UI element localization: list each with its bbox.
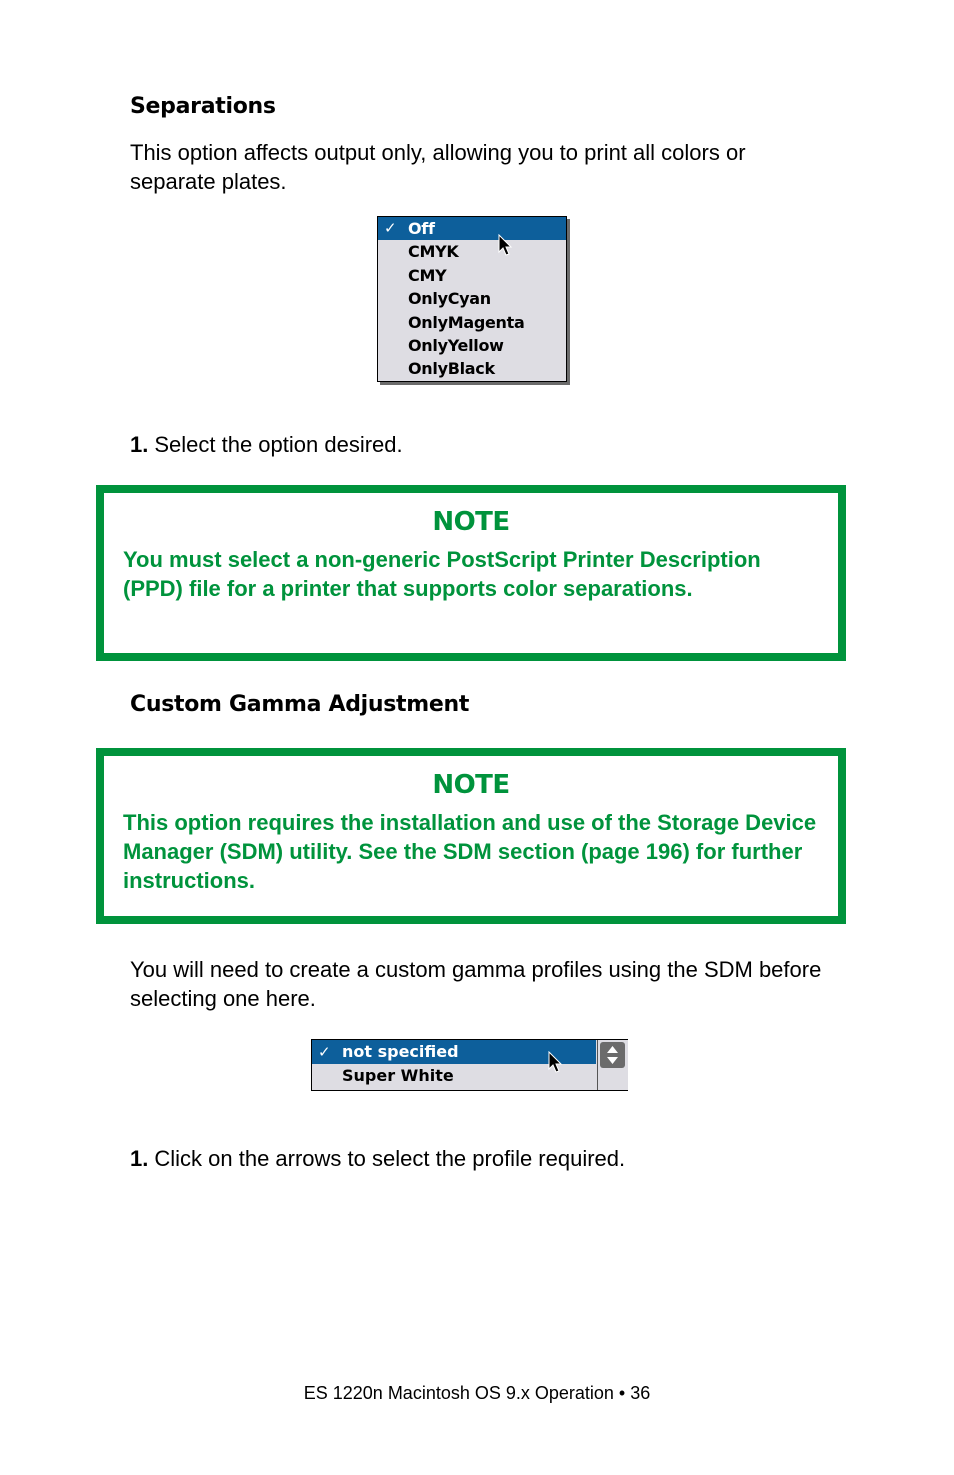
- arrow-cursor-icon: [548, 1051, 564, 1075]
- step-number: 1.: [130, 432, 149, 457]
- separations-heading: Separations: [130, 94, 276, 119]
- gamma-item-label: not specified: [342, 1042, 459, 1061]
- page-footer: ES 1220n Macintosh OS 9.x Operation • 36: [303, 1383, 651, 1403]
- menu-item-onlyblack[interactable]: [378, 357, 566, 380]
- note-box-ppd: [96, 485, 846, 661]
- gamma-step: [130, 1146, 625, 1172]
- menu-item-cmyk[interactable]: [378, 240, 566, 263]
- gamma-item-label: Super White: [342, 1066, 454, 1085]
- separations-menu[interactable]: [377, 216, 567, 382]
- menu-item-label: OnlyMagenta: [408, 312, 525, 332]
- note-text: This option requires the installation and use of the Storage Device Manager (SDM) utility. See the SDM section (page 196) for further instructions.: [123, 810, 817, 893]
- note-box-sdm: [96, 748, 846, 924]
- up-down-arrows-icon[interactable]: [600, 1042, 625, 1068]
- gamma-description: You will need to create a custom gamma profiles using the SDM before selecting one here.: [130, 957, 822, 1011]
- menu-item-onlyyellow[interactable]: [378, 334, 566, 357]
- arrow-cursor-icon: [498, 234, 514, 258]
- menu-item-label: OnlyBlack: [408, 359, 495, 379]
- menu-item-label: Off: [408, 219, 435, 238]
- menu-item-onlymagenta[interactable]: [378, 311, 566, 334]
- menu-item-off[interactable]: [378, 217, 566, 240]
- menu-item-label: CMYK: [408, 242, 459, 262]
- step-text: Select the option desired.: [154, 432, 403, 457]
- step-text: Click on the arrows to select the profile required.: [154, 1146, 626, 1171]
- gamma-heading: Custom Gamma Adjustment: [130, 692, 470, 717]
- menu-item-onlycyan[interactable]: [378, 287, 566, 310]
- menu-item-label: OnlyCyan: [408, 289, 491, 309]
- menu-item-cmy[interactable]: [378, 264, 566, 287]
- checkmark-icon: ✓: [318, 1043, 331, 1061]
- menu-item-label: OnlyYellow: [408, 335, 504, 355]
- checkmark-icon: ✓: [384, 219, 397, 237]
- note-text: You must select a non-generic PostScript Printer Description (PPD) file for a printer that supports color separations.: [123, 547, 761, 601]
- menu-item-label: CMY: [408, 265, 447, 285]
- gamma-profile-list[interactable]: [311, 1039, 628, 1091]
- separations-description: This option affects output only, allowing you to print all colors or separate plates.: [130, 140, 746, 194]
- gamma-stepper[interactable]: [597, 1040, 628, 1090]
- note-title: NOTE: [432, 770, 510, 800]
- note-title: NOTE: [432, 507, 510, 537]
- step-number: 1.: [130, 1146, 149, 1171]
- separations-step: [130, 432, 403, 458]
